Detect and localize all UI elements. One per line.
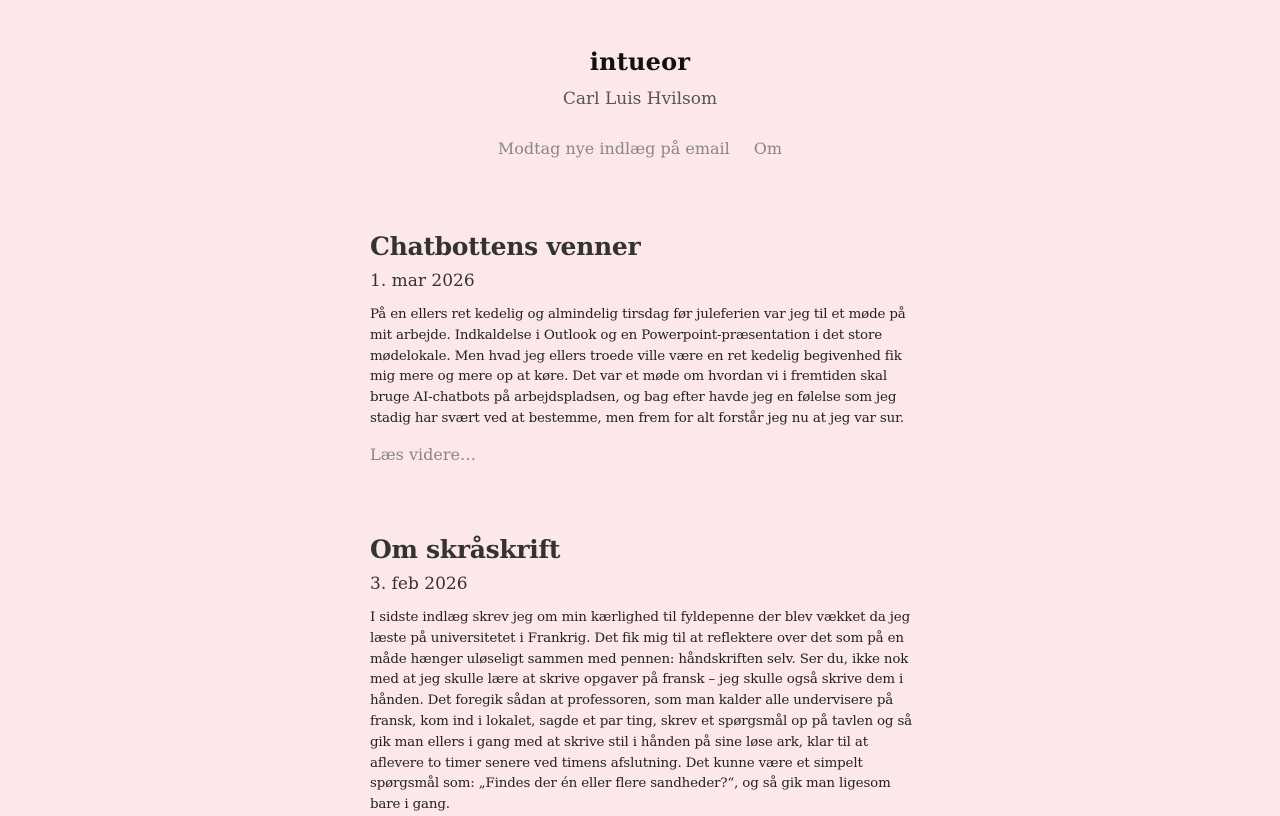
site-title[interactable]: intueor [589, 47, 691, 76]
post-excerpt: På en ellers ret kedelig og almindelig tirsdag før juleferien var jeg til et møde på mit arbejde. Indkaldelse i Outlook og en Powerpoint-præsentation i det store mødelokale. Men hvad jeg ellers troede ville være en ret kedelig begivenhed fik mig mere og mere op at køre. Det var et møde om hvordan vi i fremtiden skal bruge AI-chatbots på arbejdspladsen, og bag efter havde jeg en følelse som jeg stadig har svært ved at bestemme, men frem for alt forstår jeg nu at jeg var sur. [370, 307, 906, 426]
post-item [370, 531, 915, 816]
post-title[interactable]: Chatbottens venner [370, 232, 641, 261]
nav-link-about[interactable]: Om [753, 139, 783, 158]
post-date: 3. feb 2026 [370, 574, 468, 594]
post-title[interactable]: Om skråskrift [370, 535, 561, 564]
nav-link-subscribe[interactable]: Modtag nye indlæg på email [497, 139, 730, 158]
post-date: 1. mar 2026 [370, 271, 475, 291]
post-excerpt: I sidste indlæg skrev jeg om min kærlighed til fyldepenne der blev vækket da jeg læste på universitetet i Frankrig. Det fik mig til at reflektere over det som på en måde hænger uløseligt sammen med pennen: håndskriften selv. Ser du, ikke nok med at jeg skulle lære at skrive opgaver på fransk – jeg skulle også skrive dem i hånden. Det foregik sådan at professoren, som man kalder alle undervisere på fransk, kom ind i lokalet, sagde et par ting, skrev et spørgsmål op på tavlen og så gik man ellers i gang med at skrive stil i hånden på sine løse ark, klar til at aflevere to timer senere ved timens afslutning. Det kunne være et simpelt spørgsmål som: „Findes der én eller flere sandheder?“, og så gik man ligesom bare i gang. [370, 610, 913, 813]
read-more-link[interactable]: Læs videre… [370, 444, 476, 464]
site-author: Carl Luis Hvilsom [562, 89, 718, 109]
main-nav [0, 136, 1280, 162]
post-item [370, 228, 915, 468]
